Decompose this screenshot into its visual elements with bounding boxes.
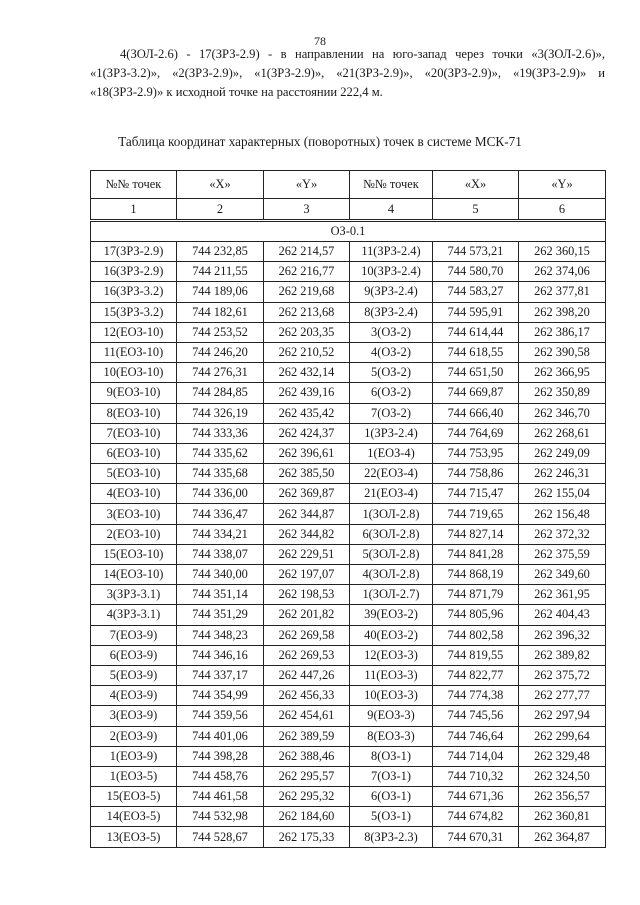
table-row <box>91 322 606 342</box>
x-coordinate-cell: 744 340,00 <box>177 565 264 585</box>
x-coordinate-cell: 744 232,85 <box>177 242 264 262</box>
table-row <box>91 383 606 403</box>
point-id-cell: 40(ЕОЗ-2) <box>350 625 433 645</box>
x-coordinate-cell: 744 337,17 <box>177 665 264 685</box>
x-coordinate-cell: 744 822,77 <box>433 665 519 685</box>
point-id-cell: 8(ЗРЗ-2.3) <box>350 827 433 847</box>
y-coordinate-cell: 262 377,81 <box>519 282 606 302</box>
x-coordinate-cell: 744 336,00 <box>177 484 264 504</box>
table-row <box>91 665 606 685</box>
y-coordinate-cell: 262 374,06 <box>519 262 606 282</box>
x-coordinate-cell: 744 753,95 <box>433 443 519 463</box>
point-id-cell: 6(ОЗ-1) <box>350 787 433 807</box>
x-coordinate-cell: 744 351,14 <box>177 585 264 605</box>
table-row <box>91 565 606 585</box>
point-id-cell: 8(ЗРЗ-2.4) <box>350 302 433 322</box>
table-row <box>91 504 606 524</box>
x-coordinate-cell: 744 868,19 <box>433 565 519 585</box>
point-id-cell: 11(ЕОЗ-3) <box>350 665 433 685</box>
x-coordinate-cell: 744 671,36 <box>433 787 519 807</box>
x-coordinate-cell: 744 401,06 <box>177 726 264 746</box>
x-coordinate-cell: 744 618,55 <box>433 342 519 362</box>
point-id-cell: 6(ОЗ-2) <box>350 383 433 403</box>
point-id-cell: 3(ЗРЗ-3.1) <box>91 585 177 605</box>
y-coordinate-cell: 262 454,61 <box>264 706 350 726</box>
y-coordinate-cell: 262 396,32 <box>519 625 606 645</box>
point-id-cell: 15(ЗРЗ-3.2) <box>91 302 177 322</box>
x-coordinate-cell: 744 333,36 <box>177 423 264 443</box>
y-coordinate-cell: 262 375,59 <box>519 544 606 564</box>
x-coordinate-cell: 744 351,29 <box>177 605 264 625</box>
y-coordinate-cell: 262 203,35 <box>264 322 350 342</box>
x-coordinate-cell: 744 595,91 <box>433 302 519 322</box>
point-id-cell: 5(ЗОЛ-2.8) <box>350 544 433 564</box>
table-row <box>91 282 606 302</box>
x-coordinate-cell: 744 398,28 <box>177 746 264 766</box>
y-coordinate-cell: 262 350,89 <box>519 383 606 403</box>
column-number-row <box>91 199 606 221</box>
point-id-cell: 12(ЕОЗ-10) <box>91 322 177 342</box>
y-coordinate-cell: 262 344,82 <box>264 524 350 544</box>
y-coordinate-cell: 262 299,64 <box>519 726 606 746</box>
x-coordinate-cell: 744 458,76 <box>177 766 264 786</box>
x-coordinate-cell: 744 802,58 <box>433 625 519 645</box>
point-id-cell: 8(ЕОЗ-10) <box>91 403 177 423</box>
header-cell: «X» <box>433 171 519 199</box>
y-coordinate-cell: 262 349,60 <box>519 565 606 585</box>
table-row <box>91 585 606 605</box>
column-number: 1 <box>91 199 177 221</box>
x-coordinate-cell: 744 719,65 <box>433 504 519 524</box>
point-id-cell: 1(ЗОЛ-2.7) <box>350 585 433 605</box>
intro-paragraph <box>90 45 605 102</box>
y-coordinate-cell: 262 404,43 <box>519 605 606 625</box>
intro-text: 4(ЗОЛ-2.6) - 17(ЗРЗ-2.9) - в направлении на юго-запад через точки «3(ЗОЛ-2.6)», «1(ЗРЗ-3.2)», «2(ЗРЗ-2.9)», «1(ЗРЗ-2.9)», «21(ЗРЗ-2.9)», «20(ЗРЗ-2.9)», «19(ЗРЗ-2.9)» и «18(ЗРЗ-2.9)» к исходной точке на расстоянии 222,4 м. <box>90 47 605 99</box>
x-coordinate-cell: 744 461,58 <box>177 787 264 807</box>
point-id-cell: 15(ЕОЗ-10) <box>91 544 177 564</box>
point-id-cell: 5(ОЗ-2) <box>350 363 433 383</box>
y-coordinate-cell: 262 432,14 <box>264 363 350 383</box>
y-coordinate-cell: 262 155,04 <box>519 484 606 504</box>
header-cell: №№ точек <box>91 171 177 199</box>
y-coordinate-cell: 262 344,87 <box>264 504 350 524</box>
point-id-cell: 14(ЕОЗ-10) <box>91 565 177 585</box>
table-row <box>91 464 606 484</box>
x-coordinate-cell: 744 189,06 <box>177 282 264 302</box>
point-id-cell: 7(ОЗ-2) <box>350 403 433 423</box>
x-coordinate-cell: 744 211,55 <box>177 262 264 282</box>
y-coordinate-cell: 262 396,61 <box>264 443 350 463</box>
y-coordinate-cell: 262 229,51 <box>264 544 350 564</box>
point-id-cell: 1(ЕОЗ-9) <box>91 746 177 766</box>
y-coordinate-cell: 262 198,53 <box>264 585 350 605</box>
x-coordinate-cell: 744 334,21 <box>177 524 264 544</box>
x-coordinate-cell: 744 573,21 <box>433 242 519 262</box>
x-coordinate-cell: 744 284,85 <box>177 383 264 403</box>
y-coordinate-cell: 262 361,95 <box>519 585 606 605</box>
x-coordinate-cell: 744 746,64 <box>433 726 519 746</box>
x-coordinate-cell: 744 666,40 <box>433 403 519 423</box>
y-coordinate-cell: 262 201,82 <box>264 605 350 625</box>
y-coordinate-cell: 262 424,37 <box>264 423 350 443</box>
x-coordinate-cell: 744 774,38 <box>433 686 519 706</box>
table-row <box>91 484 606 504</box>
point-id-cell: 3(ЕОЗ-10) <box>91 504 177 524</box>
table-row <box>91 242 606 262</box>
y-coordinate-cell: 262 249,09 <box>519 443 606 463</box>
header-cell: «Y» <box>264 171 350 199</box>
point-id-cell: 5(ОЗ-1) <box>350 807 433 827</box>
y-coordinate-cell: 262 456,33 <box>264 686 350 706</box>
table-body <box>91 221 606 848</box>
point-id-cell: 4(ЗРЗ-3.1) <box>91 605 177 625</box>
x-coordinate-cell: 744 348,23 <box>177 625 264 645</box>
x-coordinate-cell: 744 805,96 <box>433 605 519 625</box>
y-coordinate-cell: 262 360,15 <box>519 242 606 262</box>
point-id-cell: 10(ЕОЗ-3) <box>350 686 433 706</box>
point-id-cell: 4(ЗОЛ-2.8) <box>350 565 433 585</box>
table-row <box>91 807 606 827</box>
table-row <box>91 625 606 645</box>
x-coordinate-cell: 744 336,47 <box>177 504 264 524</box>
y-coordinate-cell: 262 346,70 <box>519 403 606 423</box>
y-coordinate-cell: 262 356,57 <box>519 787 606 807</box>
x-coordinate-cell: 744 253,52 <box>177 322 264 342</box>
coordinates-table <box>90 170 606 848</box>
x-coordinate-cell: 744 758,86 <box>433 464 519 484</box>
point-id-cell: 2(ЕОЗ-10) <box>91 524 177 544</box>
y-coordinate-cell: 262 435,42 <box>264 403 350 423</box>
y-coordinate-cell: 262 184,60 <box>264 807 350 827</box>
y-coordinate-cell: 262 277,77 <box>519 686 606 706</box>
x-coordinate-cell: 744 674,82 <box>433 807 519 827</box>
x-coordinate-cell: 744 276,31 <box>177 363 264 383</box>
y-coordinate-cell: 262 375,72 <box>519 665 606 685</box>
table-row <box>91 262 606 282</box>
table-row <box>91 443 606 463</box>
point-id-cell: 1(ЗРЗ-2.4) <box>350 423 433 443</box>
point-id-cell: 1(ЕОЗ-4) <box>350 443 433 463</box>
y-coordinate-cell: 262 246,31 <box>519 464 606 484</box>
y-coordinate-cell: 262 197,07 <box>264 565 350 585</box>
table-row <box>91 363 606 383</box>
y-coordinate-cell: 262 324,50 <box>519 766 606 786</box>
table-row <box>91 605 606 625</box>
x-coordinate-cell: 744 670,31 <box>433 827 519 847</box>
point-id-cell: 9(ЕОЗ-10) <box>91 383 177 403</box>
y-coordinate-cell: 262 398,20 <box>519 302 606 322</box>
point-id-cell: 22(ЕОЗ-4) <box>350 464 433 484</box>
x-coordinate-cell: 744 335,62 <box>177 443 264 463</box>
y-coordinate-cell: 262 388,46 <box>264 746 350 766</box>
point-id-cell: 16(ЗРЗ-2.9) <box>91 262 177 282</box>
y-coordinate-cell: 262 385,50 <box>264 464 350 484</box>
column-number: 6 <box>519 199 606 221</box>
y-coordinate-cell: 262 219,68 <box>264 282 350 302</box>
point-id-cell: 21(ЕОЗ-4) <box>350 484 433 504</box>
x-coordinate-cell: 744 335,68 <box>177 464 264 484</box>
point-id-cell: 11(ЕОЗ-10) <box>91 342 177 362</box>
point-id-cell: 15(ЕОЗ-5) <box>91 787 177 807</box>
group-label: ОЗ-0.1 <box>91 221 606 242</box>
x-coordinate-cell: 744 827,14 <box>433 524 519 544</box>
point-id-cell: 5(ЕОЗ-10) <box>91 464 177 484</box>
table-row <box>91 403 606 423</box>
x-coordinate-cell: 744 532,98 <box>177 807 264 827</box>
table-header-row <box>91 171 606 199</box>
x-coordinate-cell: 744 651,50 <box>433 363 519 383</box>
x-coordinate-cell: 744 246,20 <box>177 342 264 362</box>
x-coordinate-cell: 744 346,16 <box>177 645 264 665</box>
y-coordinate-cell: 262 156,48 <box>519 504 606 524</box>
table-row <box>91 342 606 362</box>
y-coordinate-cell: 262 175,33 <box>264 827 350 847</box>
y-coordinate-cell: 262 214,57 <box>264 242 350 262</box>
table-row <box>91 302 606 322</box>
point-id-cell: 16(ЗРЗ-3.2) <box>91 282 177 302</box>
table-row <box>91 746 606 766</box>
x-coordinate-cell: 744 871,79 <box>433 585 519 605</box>
table-row <box>91 766 606 786</box>
y-coordinate-cell: 262 216,77 <box>264 262 350 282</box>
table-row <box>91 706 606 726</box>
point-id-cell: 8(ОЗ-1) <box>350 746 433 766</box>
table-row <box>91 787 606 807</box>
table-row <box>91 645 606 665</box>
y-coordinate-cell: 262 372,32 <box>519 524 606 544</box>
y-coordinate-cell: 262 210,52 <box>264 342 350 362</box>
x-coordinate-cell: 744 583,27 <box>433 282 519 302</box>
point-id-cell: 10(ЗРЗ-2.4) <box>350 262 433 282</box>
x-coordinate-cell: 744 715,47 <box>433 484 519 504</box>
header-cell: «X» <box>177 171 264 199</box>
point-id-cell: 3(ЕОЗ-9) <box>91 706 177 726</box>
point-id-cell: 7(ЕОЗ-9) <box>91 625 177 645</box>
y-coordinate-cell: 262 213,68 <box>264 302 350 322</box>
point-id-cell: 5(ЕОЗ-9) <box>91 665 177 685</box>
x-coordinate-cell: 744 745,56 <box>433 706 519 726</box>
x-coordinate-cell: 744 669,87 <box>433 383 519 403</box>
header-cell: №№ точек <box>350 171 433 199</box>
x-coordinate-cell: 744 182,61 <box>177 302 264 322</box>
column-number: 4 <box>350 199 433 221</box>
table-row <box>91 524 606 544</box>
point-id-cell: 4(ЕОЗ-10) <box>91 484 177 504</box>
point-id-cell: 7(ОЗ-1) <box>350 766 433 786</box>
point-id-cell: 4(ОЗ-2) <box>350 342 433 362</box>
y-coordinate-cell: 262 366,95 <box>519 363 606 383</box>
point-id-cell: 9(ЕОЗ-3) <box>350 706 433 726</box>
table-row <box>91 726 606 746</box>
x-coordinate-cell: 744 326,19 <box>177 403 264 423</box>
point-id-cell: 39(ЕОЗ-2) <box>350 605 433 625</box>
point-id-cell: 12(ЕОЗ-3) <box>350 645 433 665</box>
y-coordinate-cell: 262 269,58 <box>264 625 350 645</box>
point-id-cell: 13(ЕОЗ-5) <box>91 827 177 847</box>
table-row <box>91 827 606 847</box>
y-coordinate-cell: 262 447,26 <box>264 665 350 685</box>
point-id-cell: 17(ЗРЗ-2.9) <box>91 242 177 262</box>
point-id-cell: 1(ЗОЛ-2.8) <box>350 504 433 524</box>
column-number: 3 <box>264 199 350 221</box>
x-coordinate-cell: 744 338,07 <box>177 544 264 564</box>
y-coordinate-cell: 262 390,58 <box>519 342 606 362</box>
table-row <box>91 544 606 564</box>
y-coordinate-cell: 262 364,87 <box>519 827 606 847</box>
x-coordinate-cell: 744 819,55 <box>433 645 519 665</box>
column-number: 2 <box>177 199 264 221</box>
y-coordinate-cell: 262 268,61 <box>519 423 606 443</box>
point-id-cell: 8(ЕОЗ-3) <box>350 726 433 746</box>
point-id-cell: 6(ЗОЛ-2.8) <box>350 524 433 544</box>
x-coordinate-cell: 744 354,99 <box>177 686 264 706</box>
y-coordinate-cell: 262 389,82 <box>519 645 606 665</box>
table-caption: Таблица координат характерных (поворотных) точек в системе МСК-71 <box>118 134 522 149</box>
x-coordinate-cell: 744 359,56 <box>177 706 264 726</box>
y-coordinate-cell: 262 439,16 <box>264 383 350 403</box>
point-id-cell: 10(ЕОЗ-10) <box>91 363 177 383</box>
y-coordinate-cell: 262 360,81 <box>519 807 606 827</box>
header-cell: «Y» <box>519 171 606 199</box>
x-coordinate-cell: 744 528,67 <box>177 827 264 847</box>
point-id-cell: 3(ОЗ-2) <box>350 322 433 342</box>
point-id-cell: 9(ЗРЗ-2.4) <box>350 282 433 302</box>
y-coordinate-cell: 262 297,94 <box>519 706 606 726</box>
x-coordinate-cell: 744 764,69 <box>433 423 519 443</box>
x-coordinate-cell: 744 714,04 <box>433 746 519 766</box>
point-id-cell: 6(ЕОЗ-10) <box>91 443 177 463</box>
y-coordinate-cell: 262 389,59 <box>264 726 350 746</box>
table-row <box>91 686 606 706</box>
point-id-cell: 6(ЕОЗ-9) <box>91 645 177 665</box>
x-coordinate-cell: 744 841,28 <box>433 544 519 564</box>
y-coordinate-cell: 262 295,32 <box>264 787 350 807</box>
point-id-cell: 7(ЕОЗ-10) <box>91 423 177 443</box>
y-coordinate-cell: 262 295,57 <box>264 766 350 786</box>
point-id-cell: 11(ЗРЗ-2.4) <box>350 242 433 262</box>
page-number: 78 <box>314 34 326 48</box>
y-coordinate-cell: 262 329,48 <box>519 746 606 766</box>
y-coordinate-cell: 262 369,87 <box>264 484 350 504</box>
x-coordinate-cell: 744 614,44 <box>433 322 519 342</box>
column-number: 5 <box>433 199 519 221</box>
point-id-cell: 14(ЕОЗ-5) <box>91 807 177 827</box>
point-id-cell: 2(ЕОЗ-9) <box>91 726 177 746</box>
table-row <box>91 423 606 443</box>
y-coordinate-cell: 262 386,17 <box>519 322 606 342</box>
x-coordinate-cell: 744 710,32 <box>433 766 519 786</box>
x-coordinate-cell: 744 580,70 <box>433 262 519 282</box>
group-row <box>91 221 606 242</box>
point-id-cell: 4(ЕОЗ-9) <box>91 686 177 706</box>
y-coordinate-cell: 262 269,53 <box>264 645 350 665</box>
point-id-cell: 1(ЕОЗ-5) <box>91 766 177 786</box>
